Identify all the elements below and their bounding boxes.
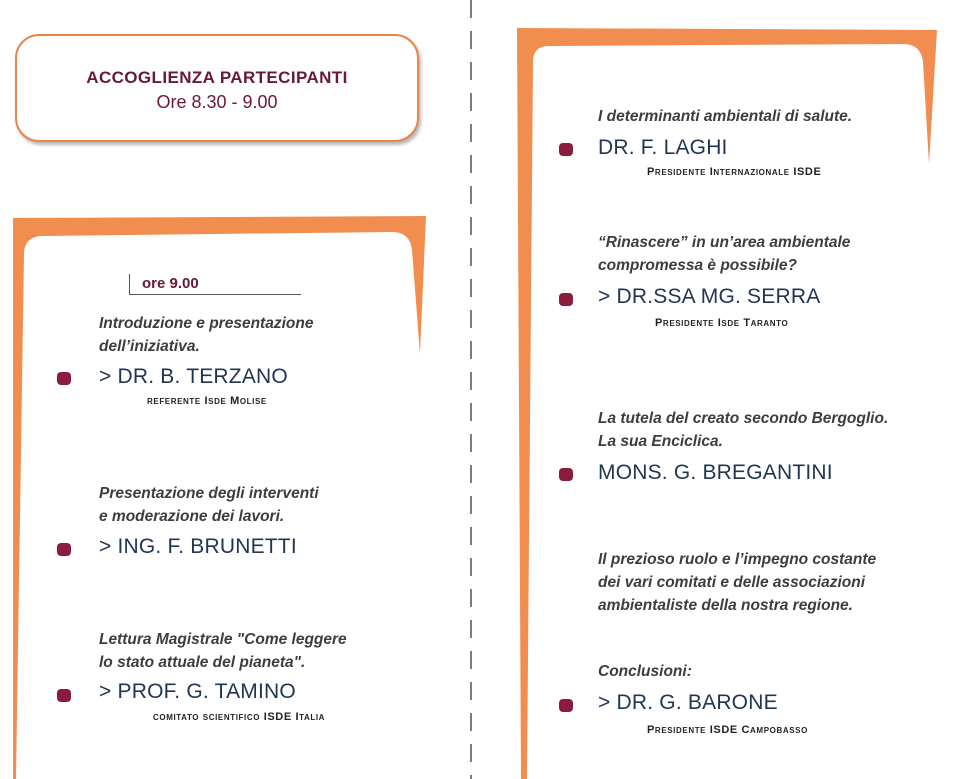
welcome-box <box>15 34 419 142</box>
speaker-name: > ING. F. BRUNETTI <box>99 535 297 558</box>
bullet-marker <box>559 699 573 712</box>
speaker-name: > DR.SSA MG. SERRA <box>598 285 821 308</box>
welcome-title: ACCOGLIENZA PARTECIPANTI <box>86 68 348 87</box>
bullet-marker <box>559 468 573 481</box>
speaker-role: Presidente Isde Taranto <box>655 317 789 329</box>
bullet-marker <box>57 689 71 702</box>
speaker-name: MONS. G. BREGANTINI <box>598 461 833 484</box>
speaker-name: > DR. B. TERZANO <box>99 365 288 388</box>
bullet-marker <box>57 372 71 385</box>
start-time-label: ore 9.00 <box>129 274 301 295</box>
bullet-marker <box>559 293 573 306</box>
speaker-name: DR. F. LAGHI <box>598 136 728 159</box>
speaker-role: Presidente Internazionale ISDE <box>647 166 822 178</box>
speaker-name: > DR. G. BARONE <box>598 691 778 714</box>
talk-title: Lettura Magistrale "Come leggere lo stato attuale del pianeta". <box>99 631 347 671</box>
dashed-divider <box>468 0 474 779</box>
talk-title: La tutela del creato secondo Bergoglio. La sua Enciclica. <box>598 410 889 450</box>
talk-title: Presentazione degli interventi e moderazione dei lavori. <box>99 485 319 525</box>
speaker-role: Presidente ISDE Campobasso <box>647 724 808 736</box>
speaker-role: referente Isde Molise <box>147 395 267 407</box>
bullet-marker <box>559 143 573 156</box>
talk-title: Il prezioso ruolo e l’impegno costante dei vari comitati e delle associazioni ambientaliste della nostra regione. <box>598 551 877 614</box>
talk-title: I determinanti ambientali di salute. <box>598 108 853 125</box>
talk-title: “Rinascere” in un’area ambientale compromessa è possibile? <box>598 234 851 274</box>
welcome-time: Ore 8.30 - 9.00 <box>156 92 278 112</box>
talk-title: Introduzione e presentazione dell’iniziativa. <box>99 315 314 355</box>
speaker-name: > PROF. G. TAMINO <box>99 680 296 703</box>
talk-title: Conclusioni: <box>598 663 692 680</box>
bullet-marker <box>57 543 71 556</box>
speaker-role: comitato scientifico ISDE Italia <box>153 711 326 723</box>
